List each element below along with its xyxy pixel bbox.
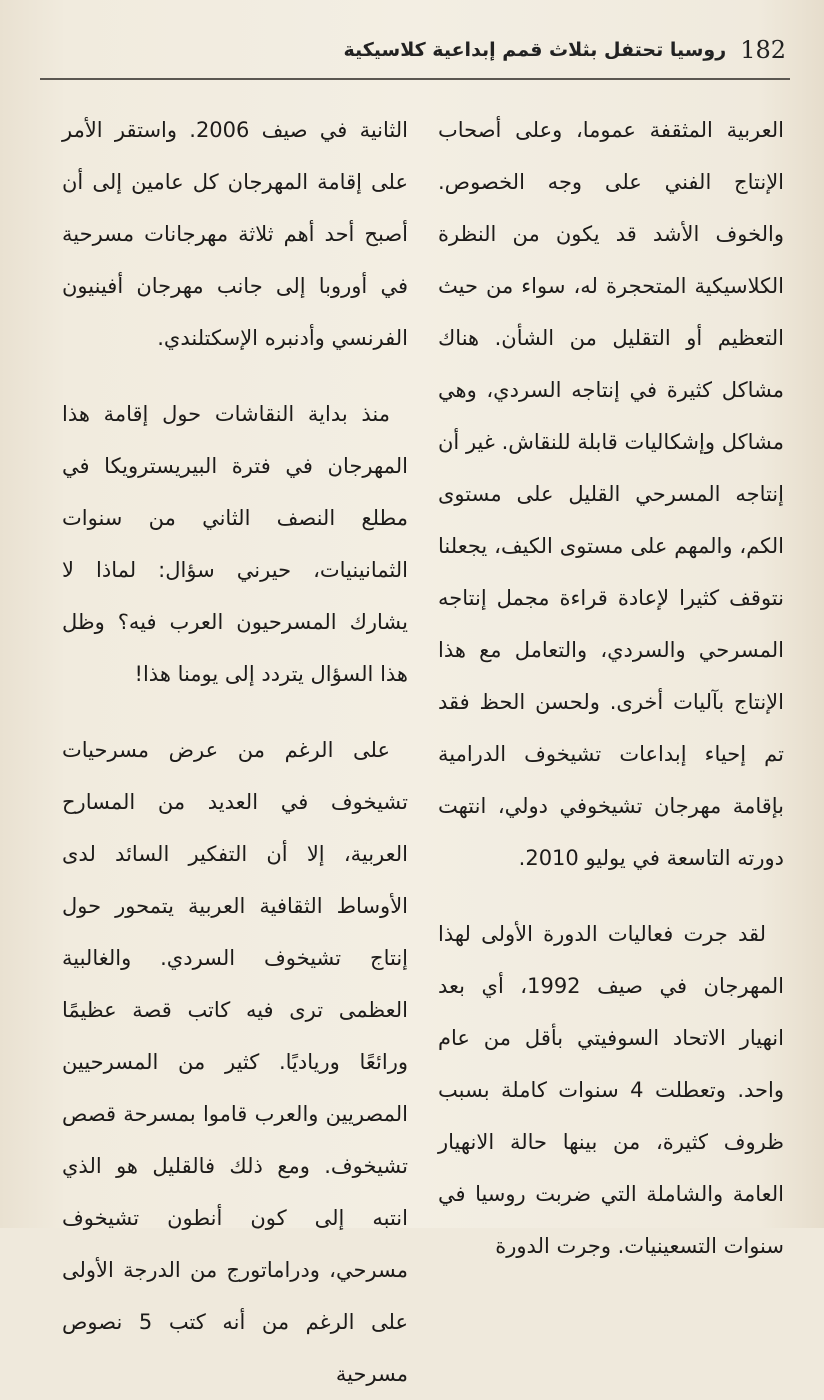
- header-divider: [40, 78, 790, 80]
- left-text-column: [62, 104, 408, 1400]
- right-text-column: [438, 104, 784, 1272]
- page-header: [330, 32, 786, 68]
- right-column-paragraph-2: لقد جرت فعاليات الدورة الأولى لهذا المهرجان في صيف 1992، أي بعد انهيار الاتحاد السوفيتي بأقل من عام واحد. وتعطلت 4 سنوات كاملة بسبب ظروف كثيرة، من بينها حالة الانهيار العامة والشاملة التي ضربت روسيا في سنوات التسعينيات. وجرت الدورة: [438, 922, 784, 1258]
- left-column-paragraph-3: على الرغم من عرض مسرحيات تشيخوف في العديد من المسارح العربية، إلا أن التفكير السائد لدى الأوساط الثقافية العربية يتمحور حول إنتاج تشيخوف السردي. والغالبية العظمى ترى فيه كاتب قصة عظيمًا ورائعًا ورياديًا. كثير من المسرحيين المصريين والعرب قاموا بمسرحة قصص تشيخوف. ومع ذلك فالقليل هو الذي انتبه إلى كون أنطون تشيخوف مسرحي، ودراماتورج من الدرجة الأولى على الرغم من أنه كتب 5 نصوص مسرحية: [62, 738, 408, 1386]
- left-column-paragraph-2: منذ بداية النقاشات حول إقامة هذا المهرجان في فترة البيريسترويكا في مطلع النصف الثاني من سنوات الثمانينيات، حيرني سؤال: لماذا لا يشارك المسرحيون العرب فيه؟ وظل هذا السؤال يتردد إلى يومنا هذا!: [62, 402, 408, 686]
- running-title: روسيا تحتفل بثلاث قمم إبداعية كلاسيكية: [343, 39, 727, 61]
- page-number: 182: [740, 36, 786, 64]
- right-column-paragraph-1: العربية المثقفة عموما، وعلى أصحاب الإنتاج الفني على وجه الخصوص. والخوف الأشد قد يكون من النظرة الكلاسيكية المتحجرة له، سواء من حيث التعظيم أو التقليل من الشأن. هناك مشاكل كثيرة في إنتاجه السردي، وهي مشاكل وإشكاليات قابلة للنقاش. غير أن إنتاجه المسرحي القليل على مستوى الكم، والمهم على مستوى الكيف، يجعلنا نتوقف كثيرا لإعادة قراءة مجمل إنتاجه المسرحي والسردي، والتعامل مع هذا الإنتاج بآليات أخرى. ولحسن الحظ فقد تم إحياء إبداعات تشيخوف الدرامية بإقامة مهرجان تشيخوفي دولي، انتهت دورته التاسعة في يوليو 2010.: [438, 118, 784, 870]
- left-column-paragraph-1: الثانية في صيف 2006. واستقر الأمر على إقامة المهرجان كل عامين إلى أن أصبح أحد أهم ثلاثة مهرجانات مسرحية في أوروبا إلى جانب مهرجان أفينيون الفرنسي وأدنبره الإسكتلندي.: [62, 118, 408, 350]
